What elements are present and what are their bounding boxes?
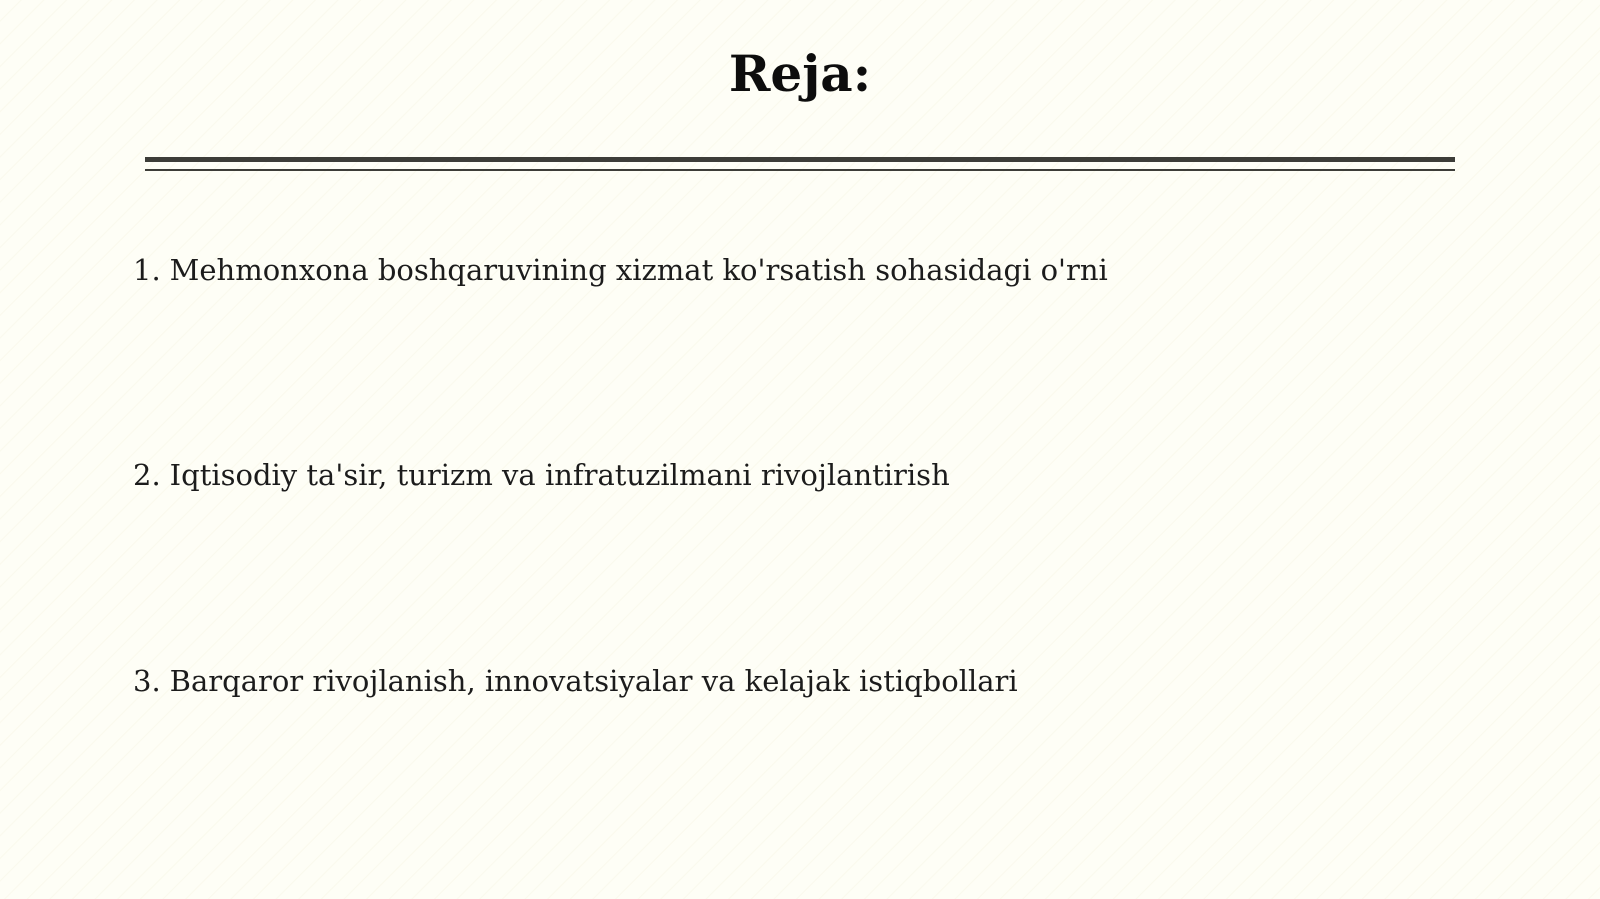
slide-title: Reja:: [728, 44, 872, 103]
plan-item-text: Barqaror rivojlanish, innovatsiyalar va kelajak istiqbollari: [169, 664, 1018, 698]
plan-item-3: [133, 661, 1433, 701]
plan-item-text: Mehmonxona boshqaruvining xizmat ko'rsatish sohasidagi o'rni: [169, 253, 1108, 287]
plan-item-number: 1.: [133, 253, 161, 287]
plan-item-text: Iqtisodiy ta'sir, turizm va infratuzilmani rivojlantirish: [169, 458, 950, 492]
plan-item-2: [133, 455, 1433, 495]
plan-item-number: 2.: [133, 458, 161, 492]
plan-item-number: 3.: [133, 664, 161, 698]
title-divider-thick: [145, 157, 1455, 162]
plan-item-1: [133, 250, 1433, 290]
title-divider-thin: [145, 169, 1455, 171]
